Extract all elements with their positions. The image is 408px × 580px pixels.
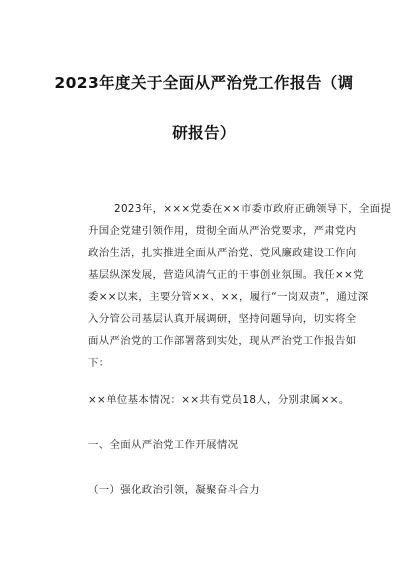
intro-paragraph-line: 下： (88, 357, 110, 369)
intro-paragraph-line: 面从严治党的工作部署落到实处，现从严治党工作报告如 (88, 335, 357, 347)
intro-paragraph-line: 政治生活，扎实推进全面从严治党、党风廉政建设工作向 (88, 247, 357, 259)
intro-paragraph-line: 入分管公司基层认真开展调研，坚持问题导向，切实将全 (88, 313, 357, 325)
subsection-heading: （一）强化政治引领，凝聚奋斗合力 (88, 484, 260, 496)
intro-paragraph-line: 2023年，×××党委在××市委市政府正确领导下，全面提 (114, 203, 392, 215)
document-title-line-1: 2023年度关于全面从严治党工作报告（调 (54, 74, 354, 92)
intro-paragraph-line: 委××以来，主要分管××、××，履行“一岗双责”，通过深 (88, 291, 369, 303)
intro-paragraph-line: 升国企党建引领作用，贯彻全面从严治党要求，严肃党内 (88, 225, 357, 237)
unit-info-paragraph: ××单位基本情况：××共有党员18人，分别隶属××。 (88, 394, 350, 406)
document-title-line-2: 研报告） (172, 124, 236, 142)
intro-paragraph-line: 基层纵深发展，营造风清气正的干事创业氛围。我任××党 (88, 269, 364, 281)
section-heading: 一、全面从严治党工作开展情况 (88, 439, 239, 451)
